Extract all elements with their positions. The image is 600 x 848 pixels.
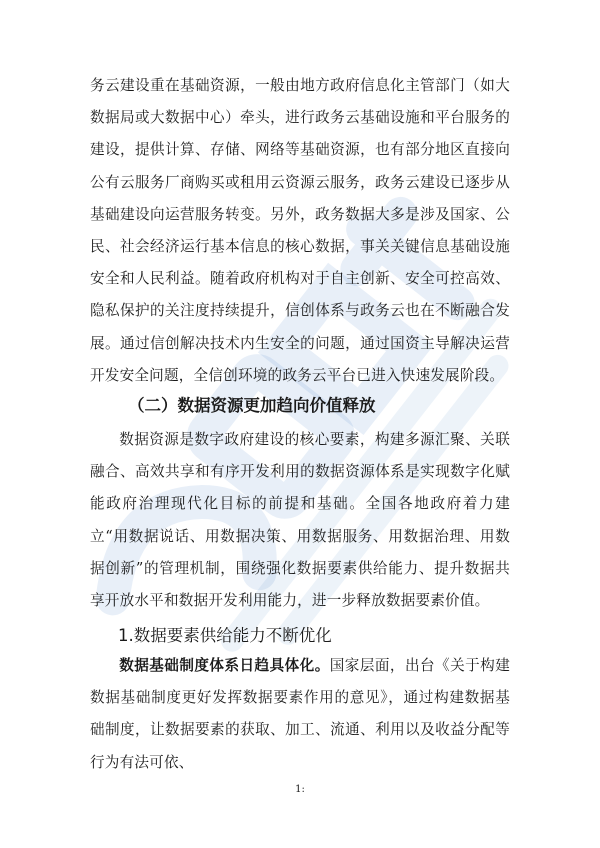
body-paragraph-continued xyxy=(90,70,510,392)
body-paragraph-3-block xyxy=(90,650,510,779)
subsection-heading: 1.数据要素供给能力不断优化 xyxy=(118,626,332,645)
paragraph-1: 务云建设重在基础资源，一般由地方政府信息化主管部门（如大数据局或大数据中心）牵头，进行政务云基础设施和平台服务的建设，提供计算、存储、网络等基础资源，也有部分地区直接向公有云服务厂商购买或租用云资源云服务，政务云建设已逐步从基础建设向运营服务转变。另外，政务数据大多是涉及国家、公民、社会经济运行基本信息的核心数据，事关关键信息基础设施安全和人民利益。随着政府机构对于自主创新、安全可控高效、隐私保护的关注度持续提升，信创体系与政务云也在不断融合发展。通过信创解决技术内生安全的问题，通过国资主导解决运营开发安全问题，全信创环境的政务云平台已进入快速发展阶段。 xyxy=(90,77,510,384)
paragraph-2: 数据资源是数字政府建设的核心要素，构建多源汇聚、关联融合、高效共享和有序开发利用的数据资源体系是实现数字化赋能政府治理现代化目标的前提和基础。全国各地政府着力建立“用数据说话、用数据决策、用数据服务、用数据治理、用数据创新”的管理机制，围绕强化数据要素供给能力、提升数据共享开放水平和数据开发利用能力，进一步释放数据要素价值。 xyxy=(90,431,510,610)
section-heading: （二）数据资源更加趋向价值释放 xyxy=(128,396,376,415)
paragraph-3-lead: 数据基础制度体系日趋具体化。 xyxy=(119,657,330,674)
paragraph-3 xyxy=(90,650,510,779)
body-paragraph-2-block xyxy=(90,424,510,617)
page-number: 1: xyxy=(295,784,305,795)
paragraph-3-body: 国家层面，出台《关于构建数据基础制度更好发挥数据要素作用的意见》，通过构建数据基础制度，让数据要素的获取、加工、流通、利用以及收益分配等行为有法可依、 xyxy=(90,657,510,771)
